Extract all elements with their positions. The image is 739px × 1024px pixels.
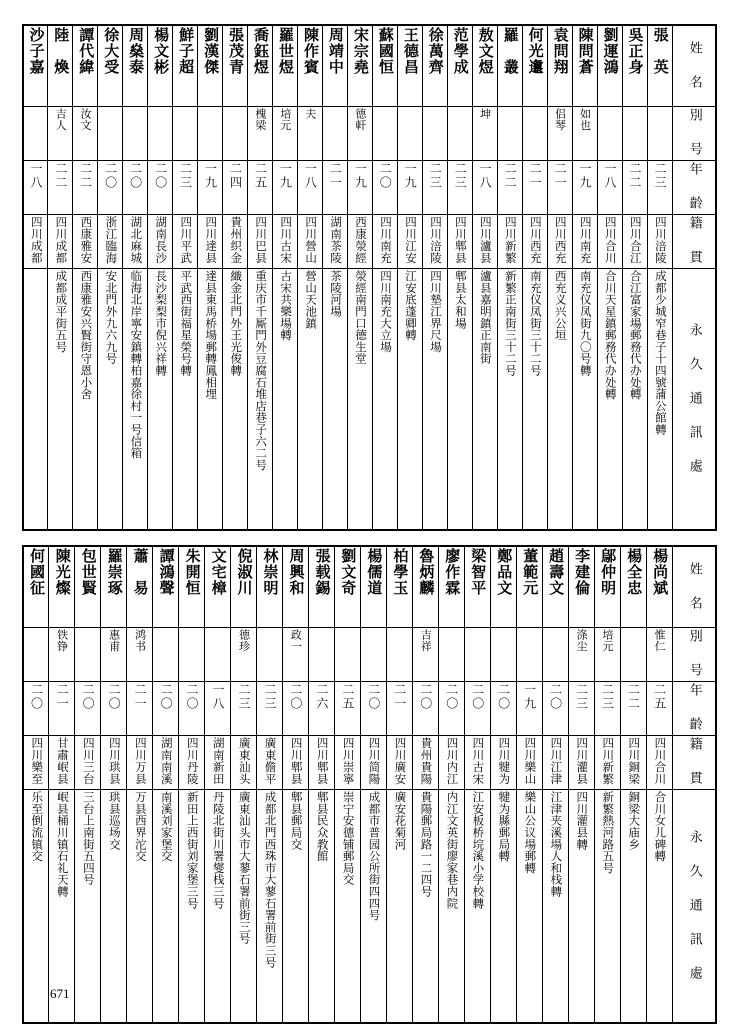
table-cell-native: 貴州织金 (223, 215, 248, 269)
table-cell-name: 楊文彬 (148, 25, 173, 107)
table-cell-alias: 鸿书 (127, 628, 153, 682)
table-cell-native: 四川廣安 (387, 736, 413, 790)
table-cell-address: 珙县巡场交 (101, 790, 127, 1024)
table-cell-native: 西康雅安 (73, 215, 98, 269)
table-cell-native: 四川南充 (572, 215, 597, 269)
table-cell-native: 四川樂至 (23, 736, 49, 790)
table-cell-native: 四川江安 (398, 215, 423, 269)
table-cell-address: 合川女儿碑轉 (646, 790, 672, 1024)
table-cell-address: 銅梁大庙乡 (620, 790, 646, 1024)
table-cell-alias (153, 628, 179, 682)
table-cell-native: 湖南新田 (205, 736, 231, 790)
table-cell-native: 西康滎經 (348, 215, 373, 269)
table-cell-address: 崇宁安德铺郵局交 (335, 790, 361, 1024)
table-cell-age: 二一 (49, 682, 75, 736)
table-cell-alias (398, 107, 423, 161)
table-cell-name: 廖作霖 (439, 546, 465, 628)
table-cell-alias (98, 107, 123, 161)
table-cell-age: 二三 (447, 161, 472, 215)
table-cell-alias: 铁铮 (49, 628, 75, 682)
table-cell-alias (622, 107, 647, 161)
table-cell-native: 四川成都 (23, 215, 48, 269)
table-cell-age: 二〇 (23, 682, 49, 736)
page-number: 671 (50, 986, 70, 1001)
table-cell-native: 四川瀘县 (472, 215, 497, 269)
table-cell-age: 一九 (348, 161, 373, 215)
table-cell-address: 重庆市千厮門外豆腐石堆店巷子六二号 (248, 269, 273, 531)
table-cell-address: 合川天星鎮郵務代办处轉 (597, 269, 622, 531)
table-cell-age: 二一 (127, 682, 153, 736)
table-cell-alias (148, 107, 173, 161)
table-cell-address: 成都市普园公所街四四号 (361, 790, 387, 1024)
table-cell-address (23, 269, 48, 531)
table-cell-name: 王德昌 (398, 25, 423, 107)
table-cell-name: 劉運鴻 (597, 25, 622, 107)
table-cell-name: 喬鈺煜 (248, 25, 273, 107)
table-cell-alias: 侣琴 (547, 107, 572, 161)
table-cell-alias: 吉人 (48, 107, 73, 161)
table-cell-age: 一九 (572, 161, 597, 215)
table-cell-native: 四川新繁 (497, 215, 522, 269)
table-cell-address: 丹陵北街川署燮栈三号 (205, 790, 231, 1024)
table-cell-address: 西充义兴公垣 (547, 269, 572, 531)
table-cell-native: 四川合川 (597, 215, 622, 269)
table-cell-name: 沙子嘉 (23, 25, 48, 107)
table-cell-alias: 夫 (298, 107, 323, 161)
table-cell-alias (309, 628, 335, 682)
table-cell-native: 四川成都 (48, 215, 73, 269)
table-cell-address: 樂山公议場郵轉 (516, 790, 542, 1024)
table-row-age (23, 682, 716, 736)
table-cell-name: 宋宗堯 (348, 25, 373, 107)
table-row-name (23, 546, 716, 628)
table-cell-name: 包世賢 (75, 546, 101, 628)
table-cell-age: 二三 (173, 161, 198, 215)
table-cell-age: 一八 (472, 161, 497, 215)
table-cell-address: 成都少城窄巷子十四號蒲公館轉 (647, 269, 672, 531)
table-cell-alias (123, 107, 148, 161)
table-cell-native: 四川涪陵 (423, 215, 448, 269)
table-cell-address: 四川南充大立場 (373, 269, 398, 531)
table-cell-address: 江安板桥垸溪小学校轉 (464, 790, 490, 1024)
table-cell-alias: 培元 (594, 628, 620, 682)
table-cell-address: 貴陽郵局路一二四号 (413, 790, 439, 1024)
table-cell-address: 織金北門外王光俊轉 (223, 269, 248, 531)
table-cell-native: 四川郫县 (447, 215, 472, 269)
table-cell-address: 郫县郵局交 (283, 790, 309, 1024)
column-header-age: 年 齡 (673, 161, 717, 215)
table-cell-native: 貴州貴陽 (413, 736, 439, 790)
table-cell-native: 四川三台 (75, 736, 101, 790)
table-cell-age: 二五 (335, 682, 361, 736)
table-cell-alias: 政一 (283, 628, 309, 682)
table-cell-age: 二〇 (283, 682, 309, 736)
table-cell-age: 二五 (646, 682, 672, 736)
table-cell-native: 四川古宋 (464, 736, 490, 790)
table-cell-address: 郫县民众教館 (309, 790, 335, 1024)
table-cell-name: 鄔仲明 (594, 546, 620, 628)
table-cell-age: 二〇 (148, 161, 173, 215)
table-cell-name: 張茂青 (223, 25, 248, 107)
table-cell-address: 新繁正南街三十二号 (497, 269, 522, 531)
table-cell-alias (257, 628, 283, 682)
table-cell-age: 二〇 (490, 682, 516, 736)
table-cell-name: 蕭 易 (127, 546, 153, 628)
table-row-address (23, 790, 716, 1024)
table-row-alias (23, 628, 716, 682)
table-cell-address: 成都北門西珠市大蓼石署前街三号 (257, 790, 283, 1024)
table-cell-address: 江安底蓬卿轉 (398, 269, 423, 531)
table-cell-age: 二〇 (439, 682, 465, 736)
table-cell-age: 二三 (647, 161, 672, 215)
roster-table-bottom (22, 545, 717, 1024)
table-cell-address: 古宋共樂場轉 (273, 269, 298, 531)
column-header-alias: 別 号 (673, 107, 717, 161)
table-cell-address: 廣安花菊河 (387, 790, 413, 1024)
table-cell-native: 四川简陽 (361, 736, 387, 790)
table-cell-age: 二〇 (153, 682, 179, 736)
table-cell-age: 二〇 (98, 161, 123, 215)
table-cell-name: 楊尚斌 (646, 546, 672, 628)
table-cell-alias (542, 628, 568, 682)
table-cell-native: 四川涪陵 (647, 215, 672, 269)
table-cell-name: 陳問蒼 (572, 25, 597, 107)
table-cell-native: 四川郫县 (283, 736, 309, 790)
table-cell-name: 羅崇琢 (101, 546, 127, 628)
table-cell-native: 四川巴县 (248, 215, 273, 269)
table-cell-age: 二三 (568, 682, 594, 736)
table-cell-alias (647, 107, 672, 161)
table-cell-address: 合江富家場郵務代办处轉 (622, 269, 647, 531)
table-cell-alias (335, 628, 361, 682)
table-cell-address: 四川灌县轉 (568, 790, 594, 1024)
table-cell-address: 南溪刘家堡交 (153, 790, 179, 1024)
table-cell-name: 吳正身 (622, 25, 647, 107)
table-cell-age: 二〇 (464, 682, 490, 736)
table-cell-address: 岷县桶川镇石礼天轉 (49, 790, 75, 1024)
column-header-name: 姓 名 (673, 25, 717, 107)
table-cell-alias (464, 628, 490, 682)
table-cell-age: 二二 (622, 161, 647, 215)
table-cell-name: 袁問翔 (547, 25, 572, 107)
table-cell-native: 湖南南溪 (153, 736, 179, 790)
table-cell-name: 譚鴻聲 (153, 546, 179, 628)
table-cell-address: 内江文英街廖家巷内院 (439, 790, 465, 1024)
table-cell-name: 陳光燦 (49, 546, 75, 628)
column-header-address: 永 久 通 訊 處 (673, 790, 717, 1024)
table-cell-name: 徐大受 (98, 25, 123, 107)
table-cell-age: 二一 (547, 161, 572, 215)
table-cell-alias: 惠甫 (101, 628, 127, 682)
table-cell-name: 羅 叢 (497, 25, 522, 107)
table-cell-name: 林崇明 (257, 546, 283, 628)
table-cell-name: 蘇國恒 (373, 25, 398, 107)
table-cell-name: 文宅樟 (205, 546, 231, 628)
table-cell-address: 瀘县嘉明鎮正南街 (472, 269, 497, 531)
table-cell-address: 万县西界沱交 (127, 790, 153, 1024)
table-cell-age: 一九 (516, 682, 542, 736)
table-cell-alias (23, 628, 49, 682)
table-cell-age: 二〇 (101, 682, 127, 736)
table-cell-name: 譚代緯 (73, 25, 98, 107)
table-cell-address: 犍为縣郵局轉 (490, 790, 516, 1024)
column-header-native: 籍 貫 (673, 215, 717, 269)
table-cell-alias: 槐梁 (248, 107, 273, 161)
table-cell-address: 長沙梨梨市倪兴祥轉 (148, 269, 173, 531)
table-cell-native: 四川古宋 (273, 215, 298, 269)
table-cell-address: 江津夹溪場人和栈轉 (542, 790, 568, 1024)
table-cell-name: 柏學玉 (387, 546, 413, 628)
table-cell-alias: 德軒 (348, 107, 373, 161)
table-cell-age: 一八 (205, 682, 231, 736)
table-row-address (23, 269, 716, 531)
table-cell-age: 一八 (298, 161, 323, 215)
column-header-name: 姓 名 (673, 546, 717, 628)
table-cell-age: 二〇 (373, 161, 398, 215)
table-cell-address: 西康雅安兴賢街守恩小舍 (73, 269, 98, 531)
table-cell-name: 張 英 (647, 25, 672, 107)
table-cell-age: 二〇 (75, 682, 101, 736)
table-cell-native: 四川西充 (547, 215, 572, 269)
table-cell-name: 李建倫 (568, 546, 594, 628)
table-cell-name: 鮮子超 (173, 25, 198, 107)
table-cell-native: 四川内江 (439, 736, 465, 790)
table-cell-address: 新田上西街刘家堡三号 (179, 790, 205, 1024)
table-cell-alias (387, 628, 413, 682)
table-cell-name: 何國征 (23, 546, 49, 628)
table-cell-name: 陸 煥 (48, 25, 73, 107)
table-cell-native: 浙江臨海 (98, 215, 123, 269)
table-cell-alias (522, 107, 547, 161)
table-cell-name: 楊全忠 (620, 546, 646, 628)
table-cell-alias (490, 628, 516, 682)
table-cell-address: 乐至倒流镇交 (23, 790, 49, 1024)
table-cell-alias (198, 107, 223, 161)
table-cell-native: 四川新繁 (594, 736, 620, 790)
table-cell-age: 二二 (497, 161, 522, 215)
column-header-address: 永 久 通 訊 處 (673, 269, 717, 531)
table-cell-native: 四川崇寧 (335, 736, 361, 790)
table-cell-native: 廣東儋平 (257, 736, 283, 790)
table-cell-native: 四川犍为 (490, 736, 516, 790)
table-cell-native: 四川珙县 (101, 736, 127, 790)
table-cell-age: 二〇 (123, 161, 148, 215)
table-cell-native: 四川達县 (198, 215, 223, 269)
table-cell-age: 二四 (223, 161, 248, 215)
table-cell-native: 甘肅岷县 (49, 736, 75, 790)
column-header-alias: 別 号 (673, 628, 717, 682)
table-cell-age: 二六 (309, 682, 335, 736)
table-cell-name: 周燊泰 (123, 25, 148, 107)
table-cell-name: 劉文奇 (335, 546, 361, 628)
table-cell-alias: 吉祥 (413, 628, 439, 682)
column-header-native: 籍 貫 (673, 736, 717, 790)
table-cell-name: 董範元 (516, 546, 542, 628)
table-cell-age: 二〇 (179, 682, 205, 736)
table-cell-age: 二二 (48, 161, 73, 215)
table-row-name (23, 25, 716, 107)
table-cell-alias (516, 628, 542, 682)
table-cell-name: 周靖中 (323, 25, 348, 107)
table-cell-alias: 惟仁 (646, 628, 672, 682)
table-row-native (23, 736, 716, 790)
table-cell-name: 敖文煜 (472, 25, 497, 107)
table-cell-address: 茶陵河場 (323, 269, 348, 531)
column-header-age: 年 齡 (673, 682, 717, 736)
table-cell-native: 四川万县 (127, 736, 153, 790)
table-cell-alias: 涤尘 (568, 628, 594, 682)
table-cell-alias (205, 628, 231, 682)
table-cell-age: 二〇 (413, 682, 439, 736)
table-cell-native: 四川江津 (542, 736, 568, 790)
table-cell-name: 范學成 (447, 25, 472, 107)
table-cell-name: 徐萬齊 (423, 25, 448, 107)
table-cell-name: 梁智平 (464, 546, 490, 628)
table-cell-alias (173, 107, 198, 161)
table-cell-address: 郫县太和場 (447, 269, 472, 531)
table-cell-native: 四川合江 (622, 215, 647, 269)
table-cell-native: 四川西充 (522, 215, 547, 269)
table-cell-name: 魯炳麟 (413, 546, 439, 628)
table-cell-address: 平武西街福星榮号轉 (173, 269, 198, 531)
table-cell-alias (597, 107, 622, 161)
table-cell-name: 朱開恒 (179, 546, 205, 628)
table-cell-age: 一八 (23, 161, 48, 215)
table-cell-address: 四川墊江界尺場 (423, 269, 448, 531)
table-cell-native: 湖北麻城 (123, 215, 148, 269)
table-cell-address: 廣東汕头市大蓼石署前街三号 (231, 790, 257, 1024)
table-cell-age: 二三 (257, 682, 283, 736)
table-cell-address: 南充仪凤街三十二号 (522, 269, 547, 531)
table-cell-name: 趙壽文 (542, 546, 568, 628)
table-row-native (23, 215, 716, 269)
table-cell-age: 二五 (248, 161, 273, 215)
table-cell-alias (373, 107, 398, 161)
table-cell-native: 四川營山 (298, 215, 323, 269)
table-cell-native: 四川平武 (173, 215, 198, 269)
table-cell-age: 二〇 (361, 682, 387, 736)
table-cell-alias: 培元 (273, 107, 298, 161)
table-cell-native: 四川樂山 (516, 736, 542, 790)
table-cell-alias (223, 107, 248, 161)
table-cell-address: 新繁熱河路五号 (594, 790, 620, 1024)
table-cell-name: 何光邍 (522, 25, 547, 107)
table-cell-alias (439, 628, 465, 682)
table-cell-alias (75, 628, 101, 682)
table-cell-native: 湖南茶陵 (323, 215, 348, 269)
table-cell-age: 二一 (522, 161, 547, 215)
table-cell-native: 四川南充 (373, 215, 398, 269)
table-cell-native: 四川丹陵 (179, 736, 205, 790)
table-cell-name: 張载錫 (309, 546, 335, 628)
table-row-alias (23, 107, 716, 161)
table-cell-age: 一九 (273, 161, 298, 215)
table-cell-name: 鄭品文 (490, 546, 516, 628)
table-cell-address: 南充仪凤街九〇号轉 (572, 269, 597, 531)
table-cell-address: 達县東馬桥場郵轉鳳相埋 (198, 269, 223, 531)
table-cell-alias: 如也 (572, 107, 597, 161)
table-cell-native: 四川銅梁 (620, 736, 646, 790)
table-cell-name: 劉漢傑 (198, 25, 223, 107)
table-cell-age: 二〇 (542, 682, 568, 736)
table-cell-name: 陳作賓 (298, 25, 323, 107)
table-cell-address: 營山天池鎮 (298, 269, 323, 531)
table-cell-age: 二一 (323, 161, 348, 215)
table-cell-address: 成都成平街五号 (48, 269, 73, 531)
table-cell-native: 四川灌县 (568, 736, 594, 790)
roster-table-top (22, 24, 717, 531)
table-cell-age: 二三 (423, 161, 448, 215)
table-cell-age: 二三 (231, 682, 257, 736)
table-cell-age: 一九 (198, 161, 223, 215)
table-cell-name: 倪淑川 (231, 546, 257, 628)
table-cell-native: 廣東汕头 (231, 736, 257, 790)
table-cell-age: 一九 (398, 161, 423, 215)
table-cell-age: 一八 (597, 161, 622, 215)
table-cell-native: 湖南長沙 (148, 215, 173, 269)
table-cell-alias (423, 107, 448, 161)
table-cell-alias (497, 107, 522, 161)
table-cell-name: 楊儒道 (361, 546, 387, 628)
table-cell-name: 羅世煜 (273, 25, 298, 107)
table-cell-age: 二二 (620, 682, 646, 736)
table-cell-alias (620, 628, 646, 682)
table-cell-alias (179, 628, 205, 682)
table-cell-alias: 德珍 (231, 628, 257, 682)
table-row-age (23, 161, 716, 215)
table-cell-age: 二一 (387, 682, 413, 736)
table-cell-alias (361, 628, 387, 682)
table-cell-alias (23, 107, 48, 161)
table-cell-native: 四川合川 (646, 736, 672, 790)
table-cell-alias (447, 107, 472, 161)
table-cell-address: 安北門外九六九号 (98, 269, 123, 531)
table-cell-age: 二二 (73, 161, 98, 215)
table-cell-alias (323, 107, 348, 161)
table-cell-address: 三台上南街五四号 (75, 790, 101, 1024)
table-cell-address: 临海北岸寧安鎮轉柏嘉徐村一号信箱 (123, 269, 148, 531)
table-cell-native: 四川郫县 (309, 736, 335, 790)
table-cell-age: 二三 (594, 682, 620, 736)
table-cell-alias: 汝文 (73, 107, 98, 161)
table-cell-alias: 坤 (472, 107, 497, 161)
table-cell-name: 周興和 (283, 546, 309, 628)
table-cell-address: 滎經南門口德生堂 (348, 269, 373, 531)
